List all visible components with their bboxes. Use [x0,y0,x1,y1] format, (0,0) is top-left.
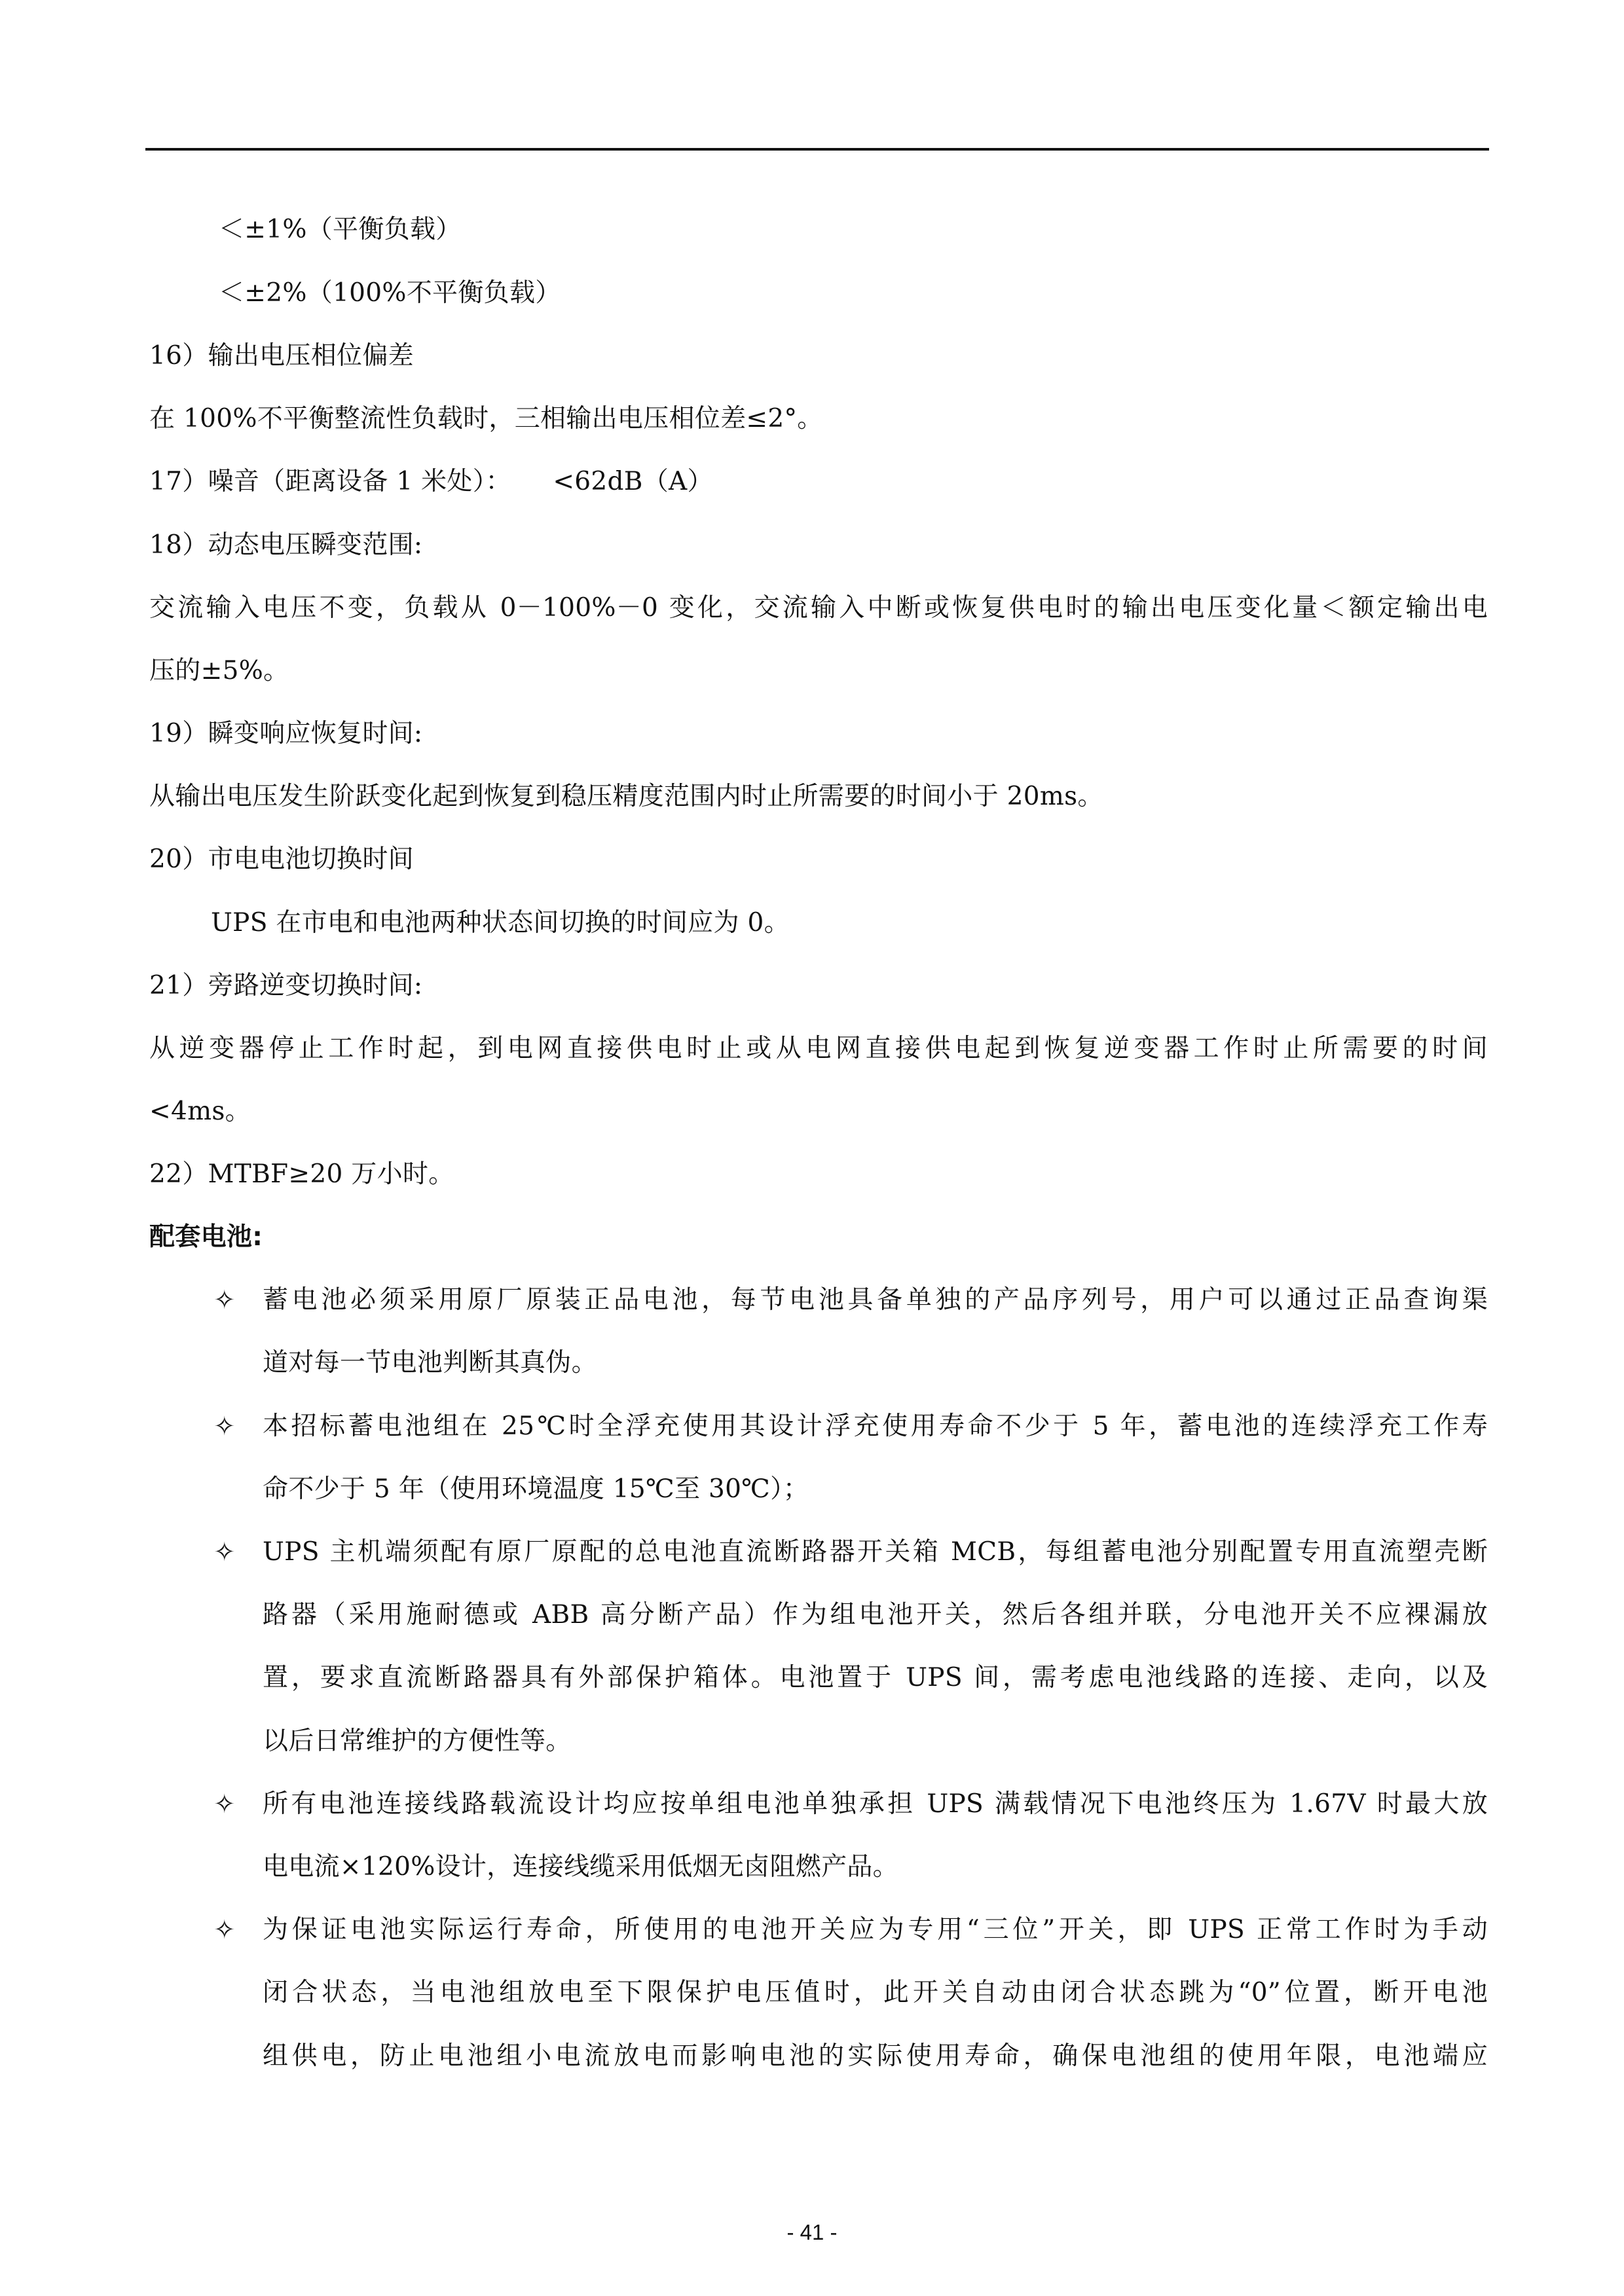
section-heading: 17）噪音（距离设备 1 米处）： <62dB（A） [149,467,713,496]
bullet-icon: ✧ [213,1789,236,1819]
paragraph-line: 在 100%不平衡整流性负载时，三相输出电压相位差≤2°。 [149,404,823,433]
section-heading: 18）动态电压瞬变范围: [149,530,423,560]
paragraph-line: 交流输入电压不变，负载从 0－100%－0 变化，交流输入中断或恢复供电时的输出电压变化量＜额定输出电 [149,593,1488,623]
page-number: - 41 - [786,2220,838,2244]
paragraph-line: 压的±5%。 [149,656,289,685]
header-rule [145,148,1489,151]
bullet-line: 置，要求直流断路器具有外部保护箱体。电池置于 UPS 间，需考虑电池线路的连接、走向，以及 [263,1663,1488,1692]
bullet-line: 道对每一节电池判断其真伪。 [263,1348,597,1377]
bullet-line: 命不少于 5 年（使用环境温度 15℃至 30℃）； [263,1474,809,1504]
paragraph-line: 从输出电压发生阶跃变化起到恢复到稳压精度范围内时止所需要的时间小于 20ms。 [149,782,1103,811]
bullet-line: 本招标蓄电池组在 25℃时全浮充使用其设计浮充使用寿命不少于 5 年，蓄电池的连续浮充工作寿 [263,1412,1488,1441]
bullet-icon: ✧ [213,1915,236,1945]
battery-heading: 配套电池: [149,1222,263,1252]
section-heading: 19）瞬变响应恢复时间: [149,719,423,748]
bullet-line: 以后日常维护的方便性等。 [263,1726,572,1756]
section-heading: 21）旁路逆变切换时间: [149,971,423,1000]
bullet-line: 所有电池连接线路载流设计均应按单组电池单独承担 UPS 满载情况下电池终压为 1.67V 时最大放 [263,1789,1488,1819]
bullet-line: 路器（采用施耐德或 ABB 高分断产品）作为组电池开关，然后各组并联，分电池开关不应裸漏放 [263,1600,1488,1630]
spec-line: ＜±2%（100%不平衡负载） [219,278,561,308]
bullet-line: 蓄电池必须采用原厂原装正品电池，每节电池具备单独的产品序列号，用户可以通过正品查询渠 [263,1285,1488,1315]
paragraph-line: <4ms。 [149,1097,251,1126]
spec-line: ＜±1%（平衡负载） [219,215,462,244]
section-heading: 16）输出电压相位偏差 [149,341,414,371]
bullet-icon: ✧ [213,1285,236,1315]
bullet-icon: ✧ [213,1537,236,1567]
section-heading: 22）MTBF≥20 万小时。 [149,1159,454,1189]
bullet-line: 电电流×120%设计，连接线缆采用低烟无卤阻燃产品。 [263,1852,898,1882]
paragraph-line: UPS 在市电和电池两种状态间切换的时间应为 0。 [211,908,790,938]
section-heading: 20）市电电池切换时间 [149,845,414,874]
bullet-line: 组供电，防止电池组小电流放电而影响电池的实际使用寿命，确保电池组的使用年限，电池端应 [263,2041,1488,2071]
bullet-icon: ✧ [213,1412,236,1442]
bullet-line: UPS 主机端须配有原厂原配的总电池直流断路器开关箱 MCB，每组蓄电池分别配置专用直流塑壳断 [263,1537,1488,1567]
bullet-line: 闭合状态，当电池组放电至下限保护电压值时，此开关自动由闭合状态跳为“0”位置，断开电池 [263,1978,1488,2007]
bullet-line: 为保证电池实际运行寿命，所使用的电池开关应为专用“三位”开关，即 UPS 正常工作时为手动 [263,1915,1488,1944]
paragraph-line: 从逆变器停止工作时起，到电网直接供电时止或从电网直接供电起到恢复逆变器工作时止所需要的时间 [149,1034,1488,1063]
